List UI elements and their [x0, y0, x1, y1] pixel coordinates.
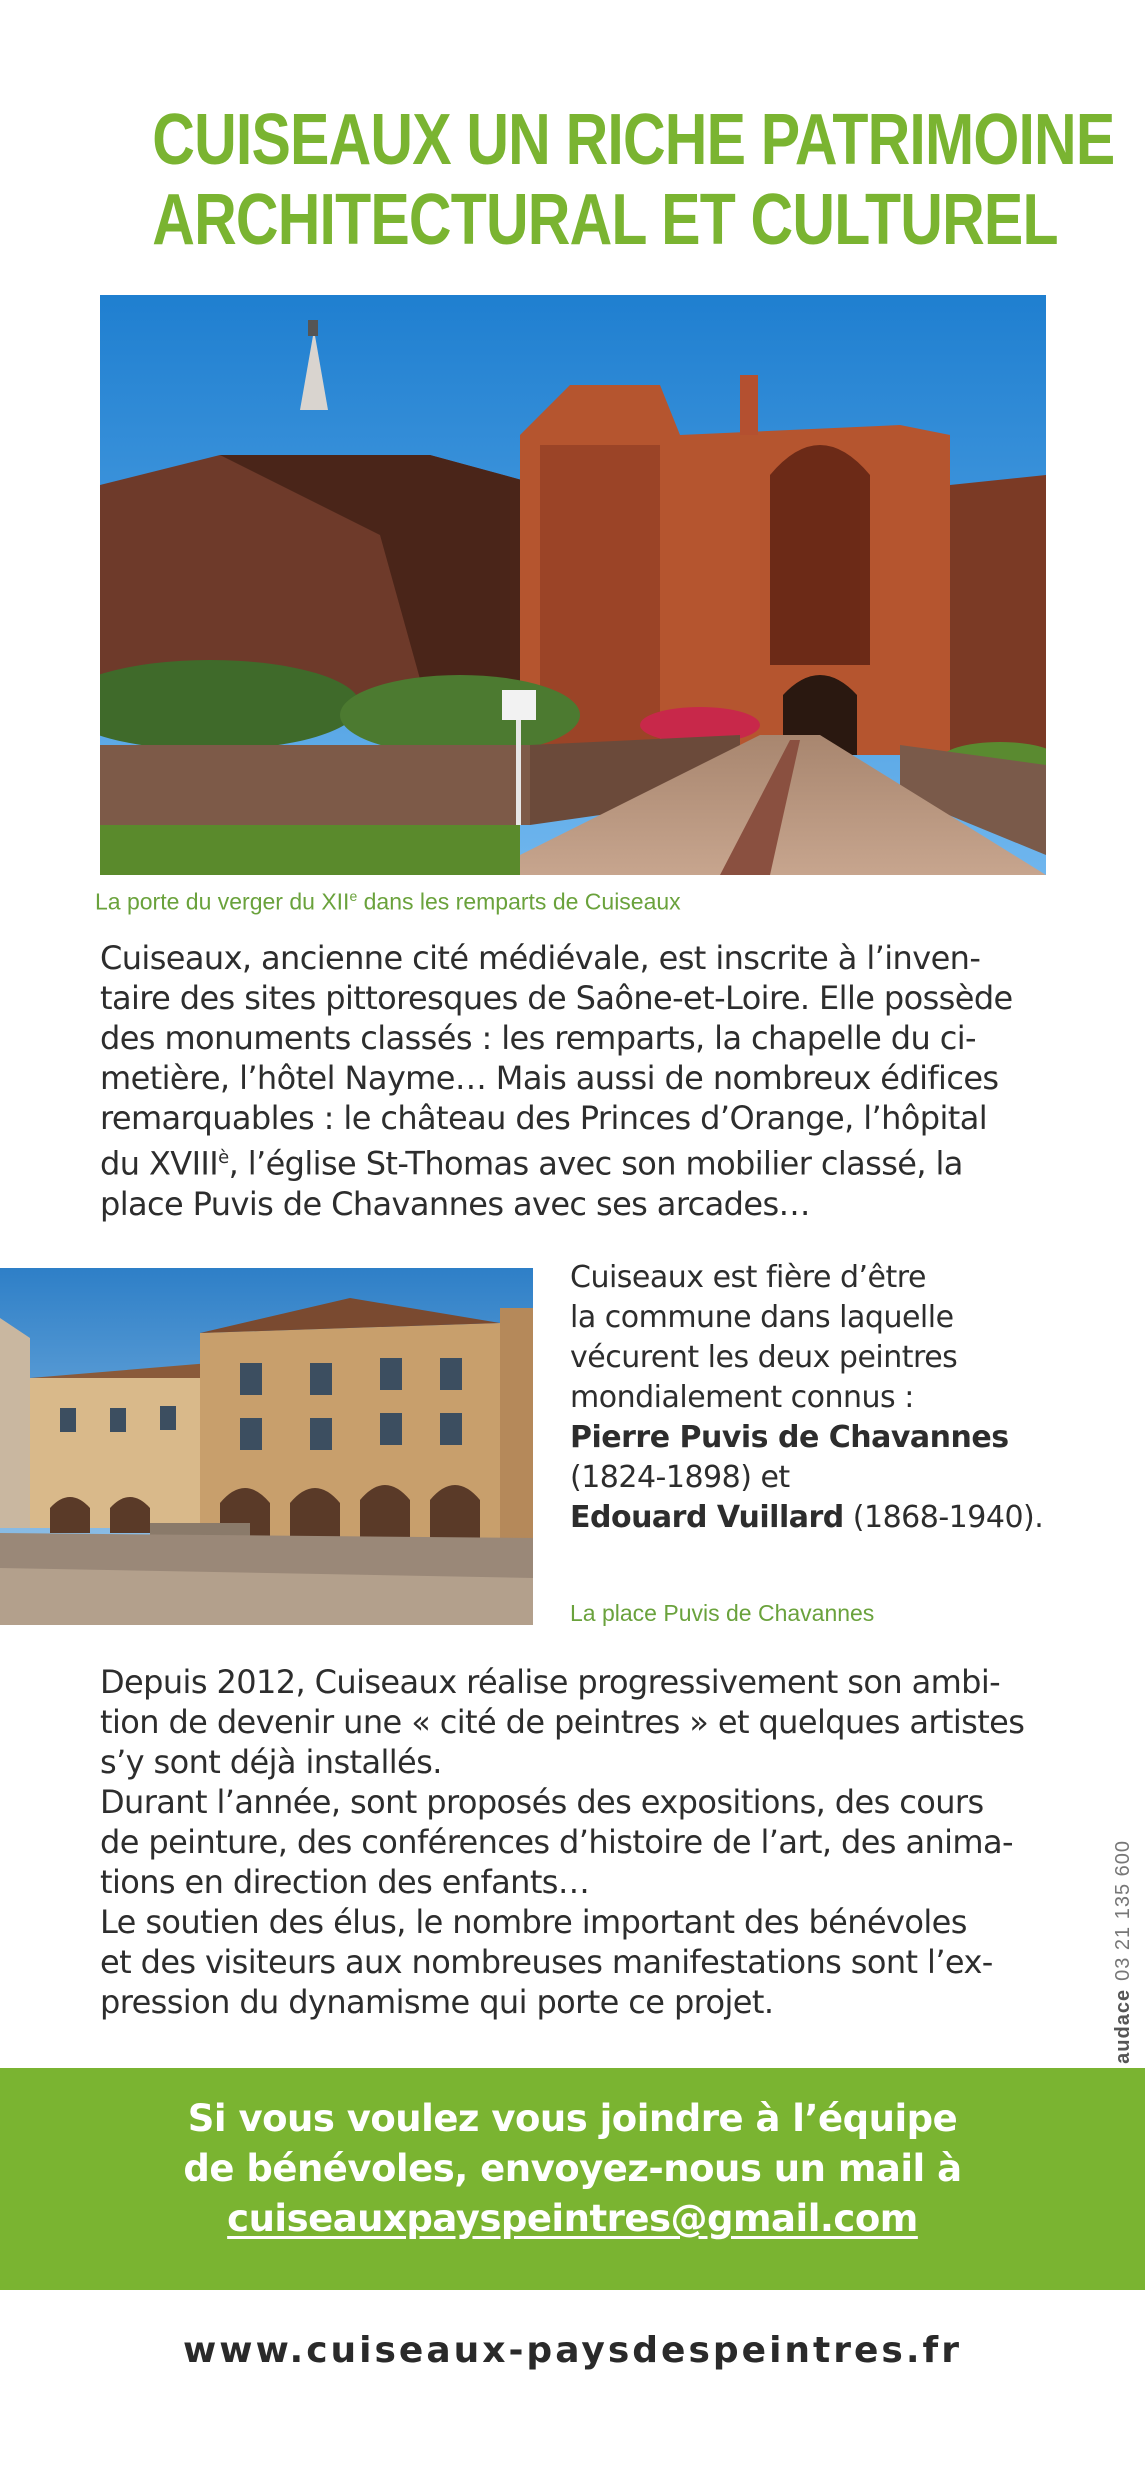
- printer-brand: audace: [1112, 1988, 1134, 2064]
- title-line-1: CUISEAUX UN RICHE PATRIMOINE: [152, 100, 1115, 180]
- page-title: [152, 100, 1115, 260]
- banner-line-2: de bénévoles, envoyez-nous un mail à: [183, 2147, 962, 2190]
- ambition-paragraph: Depuis 2012, Cuiseaux réalise progressivement son ambi- tion de devenir une « cité de peintres » et quelques artistes s’y sont déjà installés. Durant l’année, sont proposés des expositions, des cours de peinture, des conférences d’histoire de l’art, des anima- tions en direction des enfants… Le soutien des élus, le nombre important des bénévoles et des visiteurs aux nombreuses manifestations sont l’ex- pression du dynamisme qui porte ce projet.: [100, 1663, 1025, 2021]
- printer-credit: [1112, 1840, 1135, 2064]
- rampart-gate-caption: La porte du verger du XIIe dans les remparts de Cuiseaux: [95, 888, 681, 915]
- rampart-gate-photo: [100, 295, 1046, 875]
- painter-name-vuillard: Edouard Vuillard: [570, 1500, 844, 1535]
- website-link[interactable]: www.cuiseaux-paysdespeintres.fr: [183, 2330, 962, 2371]
- printer-phone: 03 21 135 600: [1112, 1840, 1134, 1981]
- title-line-2: ARCHITECTURAL ET CULTUREL: [152, 180, 1058, 260]
- volunteer-banner: [0, 2068, 1145, 2290]
- painters-text: Cuiseaux est fière d’être la commune dans laquelle vécurent les deux peintres mondialement connus : Pierre Puvis de Chavannes (1824-1898) et Edouard Vuillard (1868-1940).: [570, 1260, 1044, 1535]
- contact-email-link[interactable]: cuiseauxpayspeintres@gmail.com: [227, 2197, 918, 2240]
- banner-line-1: Si vous voulez vous joindre à l’équipe: [187, 2097, 958, 2140]
- intro-paragraph: Cuiseaux, ancienne cité médiévale, est inscrite à l’inven- taire des sites pittoresques de Saône-et-Loire. Elle possède des monuments classés : les remparts, la chapelle du ci- metière, l’hôtel Nayme… Mais aussi de nombreux édifices remarquables : le château des Princes d’Orange, l’hôpital du $XVIII^è$, l’église St-Thomas avec son mobilier classé, la place Puvis de Chavannes avec ses arcades…: [100, 939, 1013, 1223]
- painter-name-puvis: Pierre Puvis de Chavannes: [570, 1420, 1009, 1455]
- place-puvis-photo: [0, 1268, 533, 1625]
- place-puvis-caption: La place Puvis de Chavannes: [570, 1600, 875, 1626]
